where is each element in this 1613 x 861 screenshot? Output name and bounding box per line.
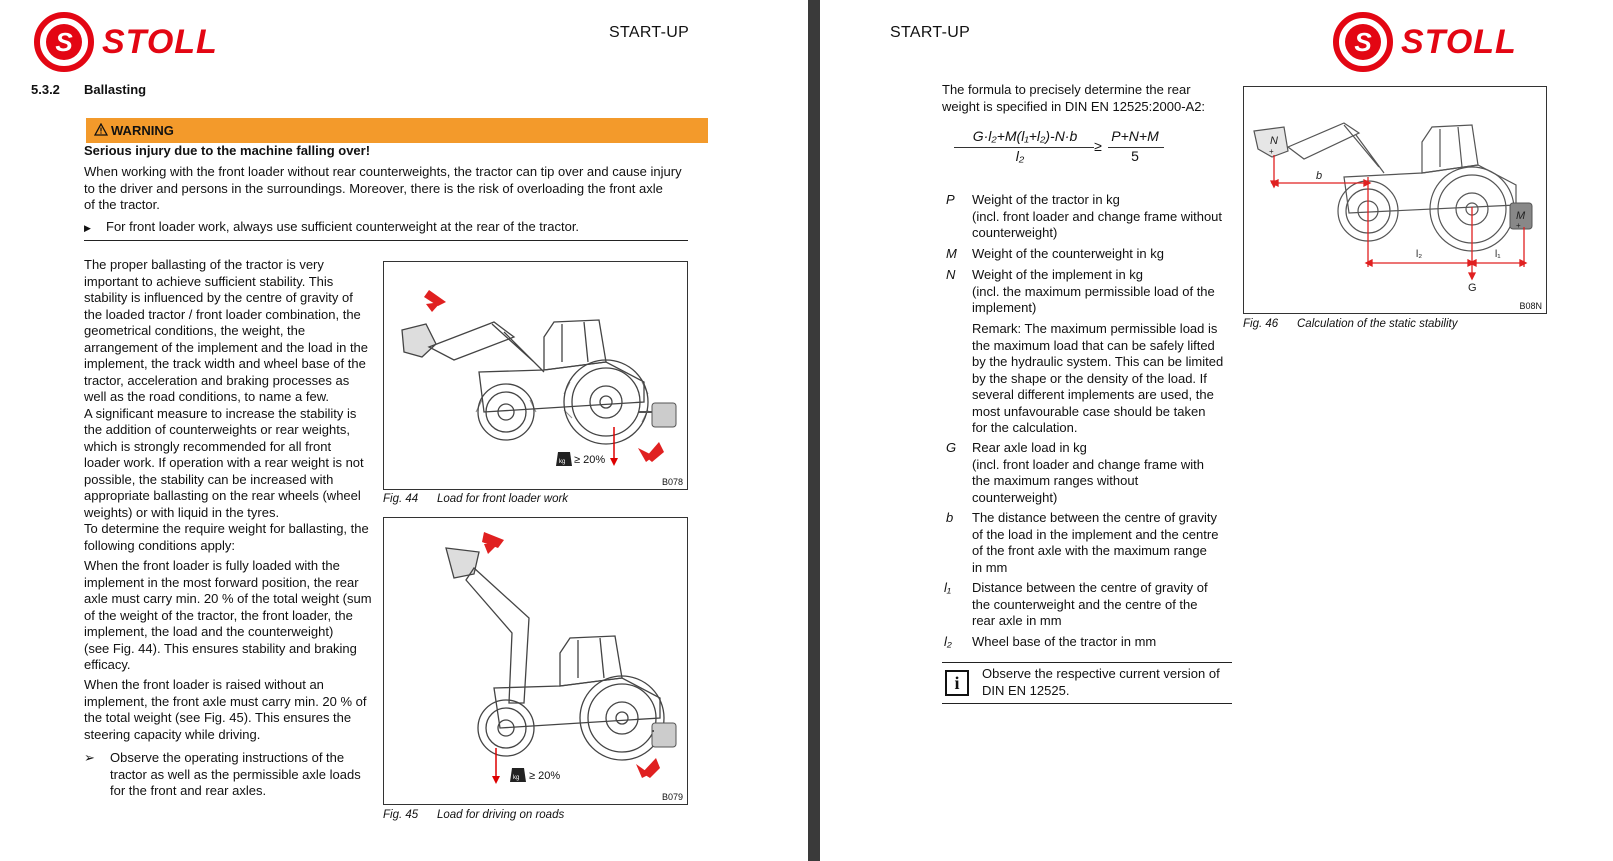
ballasting-paragraph-4: When the front loader is raised without an implement, the front axle must carry min. 20 % of the total weight (see Fig. 45). This ensures the steering capacity while driving.: [84, 677, 367, 742]
figure-45-caption: Fig. 45 Load for driving on roads: [383, 809, 565, 821]
figure-45: [383, 517, 688, 805]
fig45-weight-label: ≥ 20%: [529, 770, 561, 782]
instruction-arrow-icon: ➢: [84, 750, 95, 765]
fig44-kg-label: kg: [559, 459, 566, 465]
stoll-logo-text: STOLL: [102, 23, 218, 61]
info-icon: i: [945, 670, 969, 696]
figure-44: [383, 261, 688, 490]
warning-headline: Serious injury due to the machine falling over!: [84, 143, 371, 158]
stoll-logo-text-right: STOLL: [1401, 23, 1517, 61]
def-remark: Remark: The maximum permissible load is the maximum load that can be safely lifted by the hydraulic system. This can be limited by the shape or the density of the load. If several different implements are used, the most unfavourable case should be taken for the calculation.: [972, 321, 1224, 435]
warning-label: WARNING: [111, 123, 174, 138]
fig46-label-m-plus: +: [1516, 221, 1521, 230]
ballasting-paragraph-3: When the front loader is fully loaded with the implement in the most forward position, the rear axle must carry min. 20 % of the total weight (sum of the weight of the tractor, the front loader, the implement, the load and the counterweight) (see Fig. 44). This ensures stability and braking efficacy.: [84, 558, 372, 672]
fig46-label-g: G: [1468, 282, 1477, 294]
def-text-m: Weight of the counterweight in kg: [972, 246, 1164, 261]
info-bottom-rule: [942, 703, 1232, 704]
fig46-label-l2: l₂: [1416, 249, 1423, 260]
figure-44-caption: Fig. 44 Load for front loader work: [383, 493, 569, 505]
stoll-logo: [34, 12, 218, 72]
warning-bar: [86, 118, 708, 143]
tractor-front-loader-work-illustration: [384, 262, 687, 489]
instruction-step: ➢ Observe the operating instructions of the tractor as well as the permissible axle loads for the front and rear axles.: [84, 750, 361, 798]
warning-end-rule: [84, 240, 688, 241]
def-text-g: Rear axle load in kg (incl. front loader and change frame with the maximum ranges without counterweight): [972, 440, 1204, 505]
fig46-label-l1: l₁: [1495, 249, 1501, 260]
warning-body: When working with the front loader without rear counterweights, the tractor can tip over and cause injury to the driver and persons in the surroundings. Moreover, there is the risk of overloading the front axle of the tractor.: [84, 164, 682, 212]
def-symbol-m: M: [946, 246, 957, 261]
figure-46: [1243, 86, 1547, 314]
warning-triangle-icon: [94, 119, 108, 144]
formula-lhs-numerator: G·l₂+M(l₁+l₂)-N·b: [972, 128, 1078, 144]
fig46-label-n-plus: +: [1269, 147, 1274, 156]
def-symbol-b: b: [946, 510, 954, 525]
fig46-label-m: M: [1516, 210, 1526, 222]
fig46-code: B08N: [1519, 301, 1542, 311]
ballasting-paragraph-2: To determine the require weight for ballasting, the following conditions apply:: [84, 521, 369, 553]
stoll-logo-right: [1333, 12, 1517, 72]
fig44-code: B078: [661, 477, 683, 487]
page-header-title: START-UP: [609, 24, 690, 41]
info-top-rule: [942, 662, 1232, 663]
warning-bullet: ▶ For front loader work, always use sufficient counterweight at the rear of the tractor.: [84, 219, 579, 237]
formula-intro: The formula to precisely determine the rear weight is specified in DIN EN 12525:2000-A2:: [942, 82, 1206, 114]
def-symbol-l2: l₂: [944, 634, 952, 649]
def-text-p: Weight of the tractor in kg (incl. front loader and change frame without counterweight): [972, 192, 1223, 240]
def-symbol-l1: l₁: [944, 580, 951, 595]
fig44-weight-label: ≥ 20%: [574, 454, 606, 466]
def-text-n: Weight of the implement in kg (incl. the maximum permissible load of the implement): [972, 267, 1215, 315]
fig46-label-b: b: [1316, 170, 1323, 182]
right-page: [820, 0, 1613, 861]
formula-rhs-numerator: P+N+M: [1111, 128, 1159, 144]
fig46-label-n: N: [1270, 135, 1278, 147]
formula-lhs-denominator: l₂: [1015, 148, 1025, 164]
page-divider: [808, 0, 820, 861]
info-note-text: Observe the respective current version of DIN EN 12525.: [982, 666, 1220, 698]
ballasting-paragraph-1: The proper ballasting of the tractor is very important to achieve sufficient stability. This stability is influenced by the centre of gravity of the loaded tractor / front loader combination, the geometrical conditions, the weight, the arrangement of the implement and the load in the implement, the track width and wheel base of the tractor, acceleration and braking processes as well as the road conditions, to name a few. A significant measure to increase the stability is the addition of counterweights or rear weights, which is strongly recommended for all front loader work. If operation with a rear weight is not possible, the stability can be increased with appropriate ballasting on the rear wheels (wheel weights) or with liquid in the tyres.: [84, 257, 369, 520]
static-stability-diagram: [1244, 87, 1546, 313]
def-text-l1: Distance between the centre of gravity of the counterweight and the centre of the rear axle in mm: [972, 580, 1208, 628]
def-symbol-g: G: [946, 440, 957, 455]
fig45-kg-label: kg: [513, 775, 520, 781]
tractor-road-driving-illustration: [384, 518, 687, 804]
stoll-logo-mark-right: S: [1333, 12, 1393, 72]
def-text-b: The distance between the centre of gravity of the load in the implement and the centre of the front axle with the maximum range in mm: [972, 510, 1219, 575]
figure-46-caption: Fig. 46 Calculation of the static stability: [1243, 318, 1458, 330]
bullet-arrow-icon: ▶: [84, 223, 91, 233]
fig45-code: B079: [661, 792, 683, 802]
page-header-title-right: START-UP: [890, 24, 971, 41]
stoll-logo-mark: S: [34, 12, 94, 72]
section-title: Ballasting: [84, 82, 147, 97]
def-symbol-n: N: [946, 267, 956, 282]
def-symbol-p: P: [946, 192, 955, 207]
formula-rhs-denominator: 5: [1131, 148, 1139, 164]
formula-operator: ≥: [1094, 138, 1102, 154]
section-number: 5.3.2: [31, 82, 60, 97]
def-text-l2: Wheel base of the tractor in mm: [972, 634, 1157, 649]
